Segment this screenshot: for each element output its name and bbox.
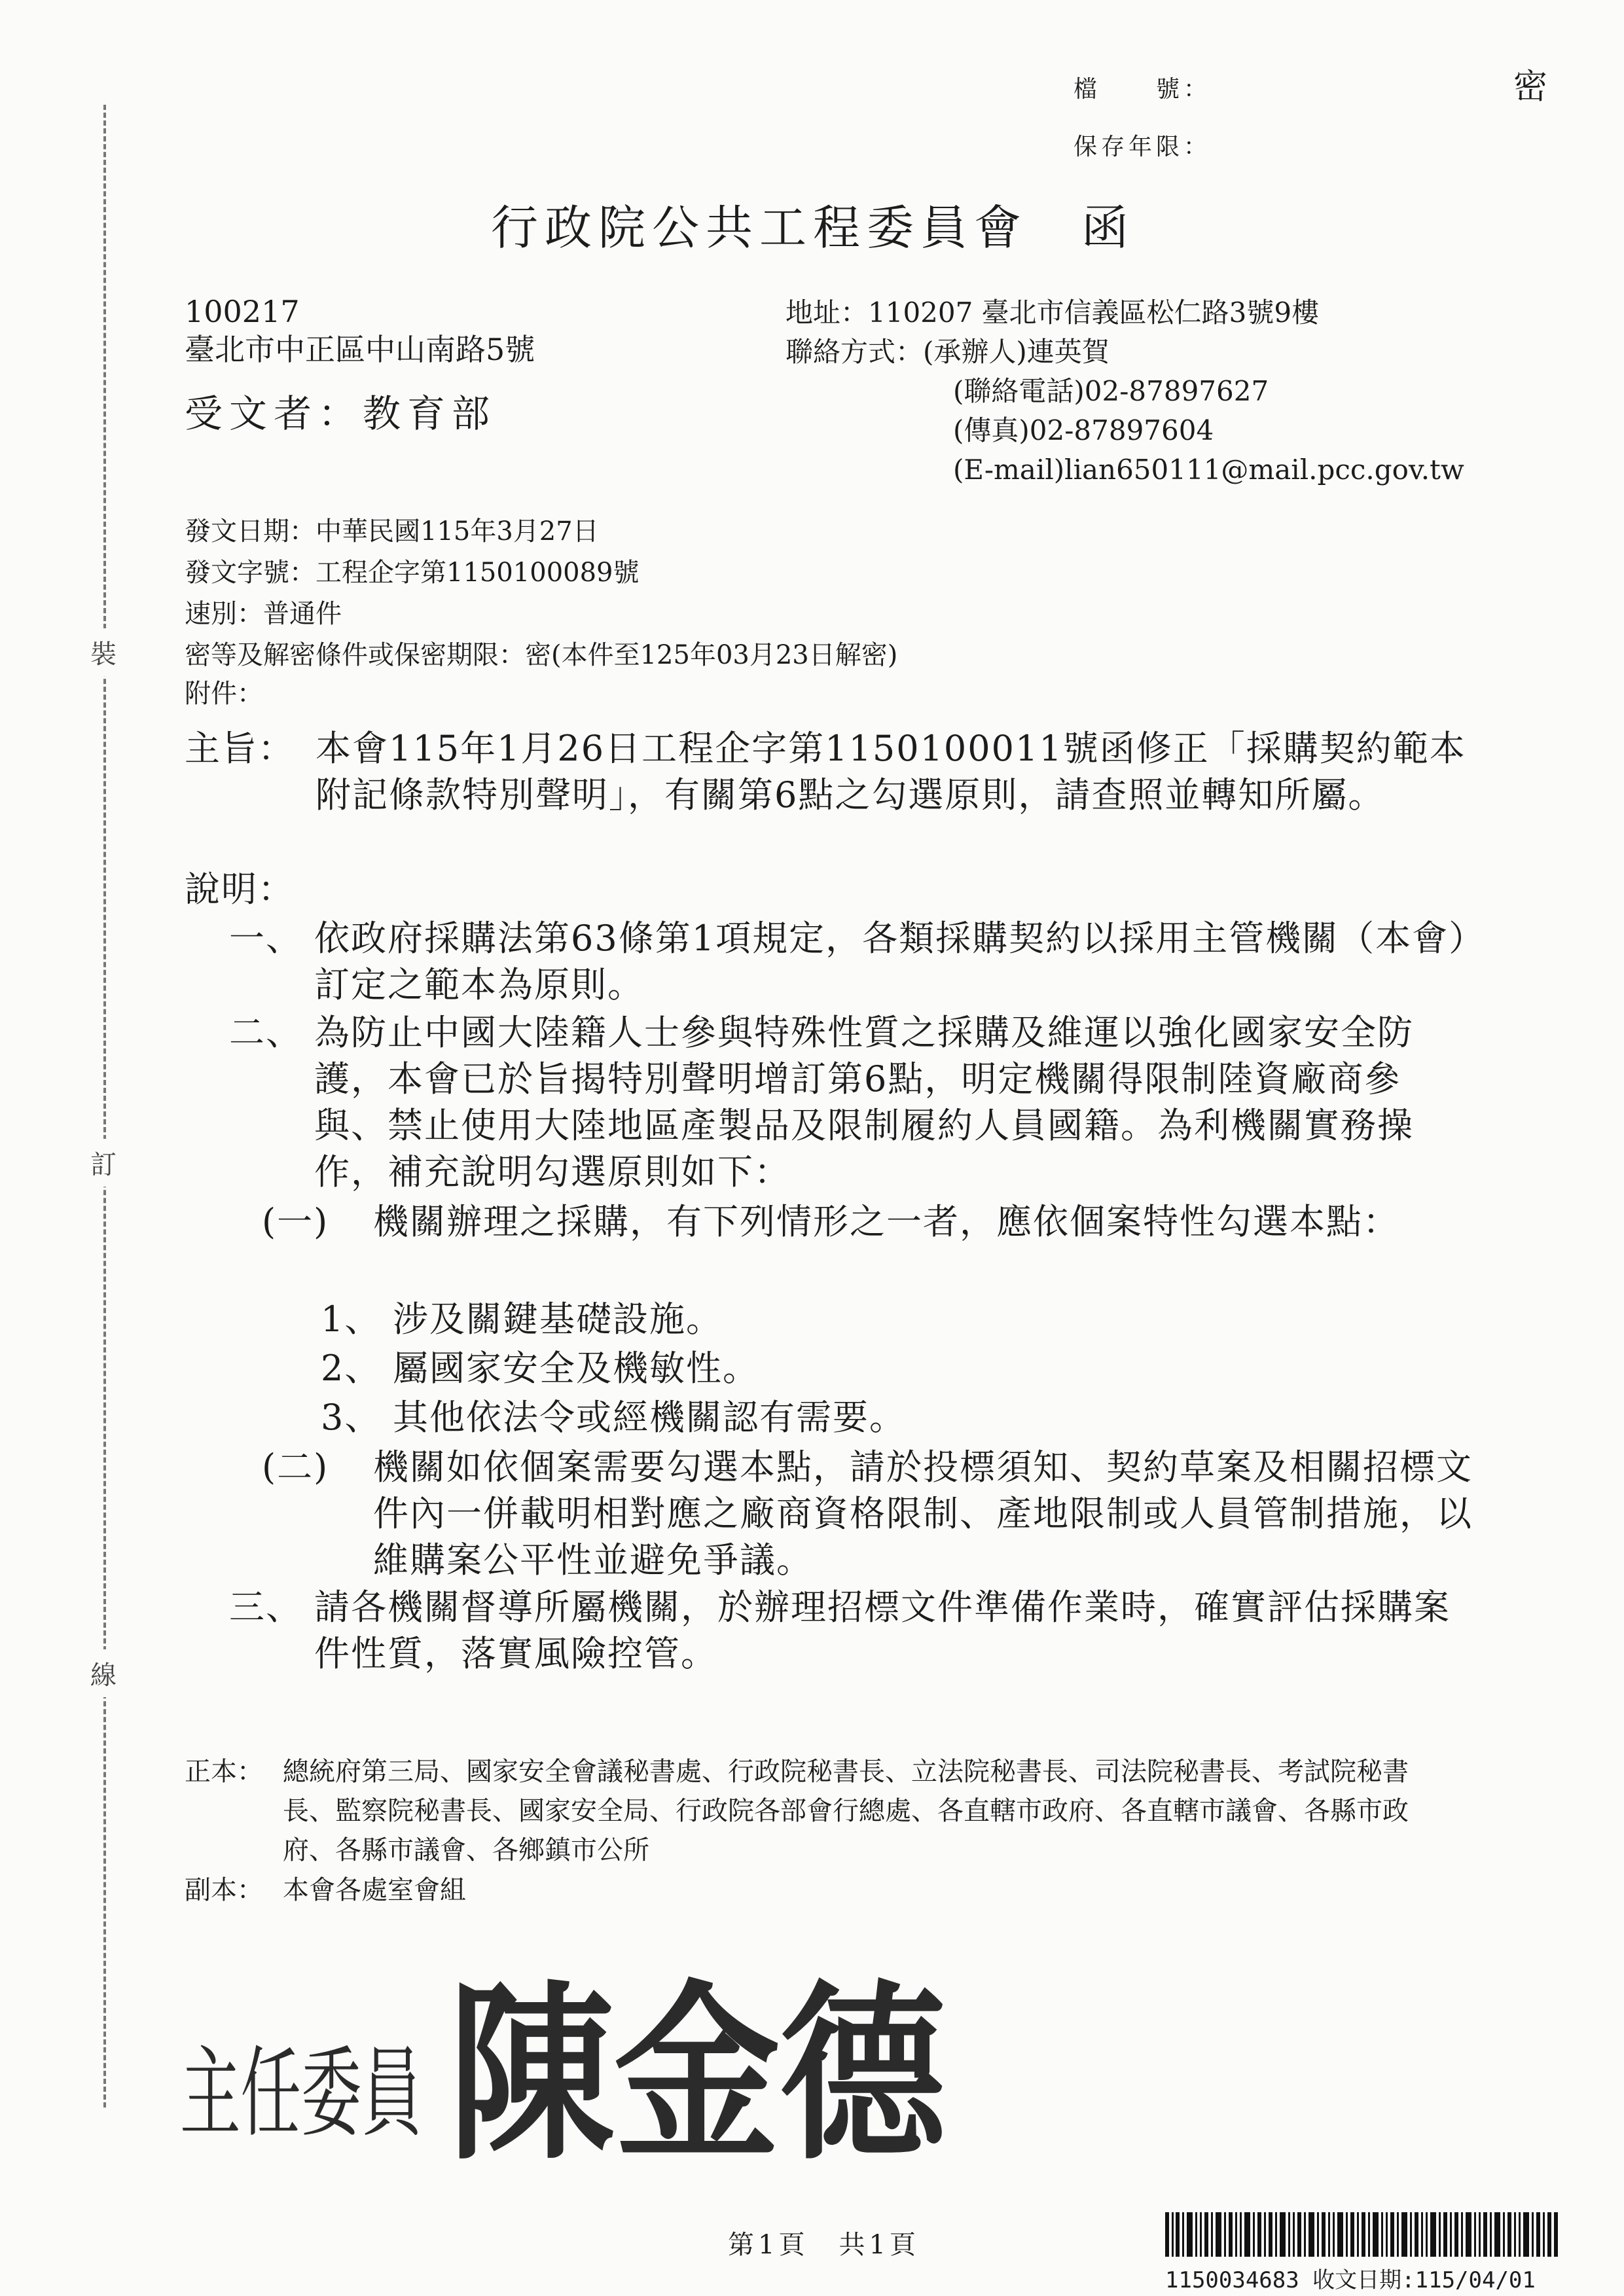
point-1-label: 1、 (321, 1299, 382, 1340)
point-3 (321, 1394, 1434, 1441)
issue-date: 發文日期：中華民國115年3月27日 (185, 516, 599, 547)
recipient: 受文者：教育部 (185, 391, 497, 436)
binding-line (103, 105, 106, 2108)
subitem-1 (262, 1198, 1473, 1245)
point-2-label: 2、 (321, 1348, 382, 1389)
subitem-2-label: (二) (262, 1446, 329, 1488)
document-title: 行政院公共工程委員會 函 (491, 200, 1136, 255)
receipt-number: 1150034683 收文日期:115/04/01 (1165, 2267, 1536, 2293)
item-2-text: 為防止中國大陸籍人士參與特殊性質之採購及維運以強化國家安全防護，本會已於旨揭特別聲明增訂第6點，明定機關得限制陸資廠商參與、禁止使用大陸地區產製品及限制履約人員國籍。為利機關實務操作，補充說明勾選原則如下： (314, 1012, 1414, 1193)
item-3-label: 三、 (229, 1587, 302, 1628)
distribution-copy-label: 副本： (185, 1875, 263, 1905)
file-number-label: 檔 號： (1074, 76, 1212, 103)
attachment: 附件： (185, 679, 263, 709)
item-3-text: 請各機關督導所屬機關，於辦理招標文件準備作業時，確實評估採購案件性質，落實風險控管。 (314, 1587, 1451, 1674)
distribution-main (185, 1752, 1448, 1870)
contact-method: 聯絡方式：(承辦人)連英賀 (785, 336, 1110, 368)
explanation-item-3 (229, 1584, 1473, 1677)
explanation-item-2 (229, 1009, 1473, 1195)
binding-mark-xian: 線 (90, 1649, 117, 1697)
distribution-copy-text: 本會各處室會組 (283, 1875, 466, 1905)
page-number: 第1頁 共1頁 (728, 2230, 920, 2260)
issue-number: 發文字號：工程企字第1150100089號 (185, 558, 640, 588)
contact-email: (E-mail)lian650111@mail.pcc.gov.tw (953, 454, 1464, 486)
distribution-copy (185, 1871, 1448, 1910)
secret-mark: 密 (1513, 67, 1548, 107)
binding-mark-zhuang: 裝 (90, 628, 117, 676)
signature-title: 主任委員 (180, 2037, 422, 2151)
item-1-text: 依政府採購法第63條第1項規定，各類採購契約以採用主管機關（本會）訂定之範本為原則。 (314, 918, 1468, 1005)
secrecy-info: 密等及解密條件或保密期限：密(本件至125年03月23日解密) (185, 640, 898, 670)
point-2-text: 屬國家安全及機敏性。 (393, 1348, 759, 1389)
retention-label: 保存年限： (1074, 134, 1212, 160)
subject-label: 主旨： (185, 728, 295, 769)
contact-phone: (聯絡電話)02-87897627 (953, 375, 1269, 407)
distribution-main-label: 正本： (185, 1757, 263, 1787)
subitem-2-text: 機關如依個案需要勾選本點，請於投標須知、契約草案及相關招標文件內一併載明相對應之廠商資格限制、產地限制或人員管制措施，以維購案公平性並避免爭議。 (373, 1446, 1473, 1581)
subject-text: 本會115年1月26日工程企字第1150100011號函修正「採購契約範本附記條款特別聲明」，有關第6點之勾選原則，請查照並轉知所屬。 (316, 728, 1466, 816)
explanation-item-1 (229, 915, 1473, 1008)
point-3-text: 其他依法令或經機關認有需要。 (393, 1397, 906, 1438)
signature-name: 陳金德 (448, 1963, 951, 2166)
binding-mark-ding: 訂 (90, 1139, 117, 1187)
subject (185, 725, 1468, 818)
subitem-1-text: 機關辦理之採購，有下列情形之一者，應依個案特性勾選本點： (373, 1201, 1399, 1242)
item-2-label: 二、 (229, 1012, 302, 1053)
signature-seal (180, 1931, 952, 2166)
contact-fax: (傳真)02-87897604 (953, 414, 1214, 446)
point-2 (321, 1345, 1434, 1391)
contact-address: 地址：110207 臺北市信義區松仁路3號9樓 (785, 296, 1320, 329)
sender-postal-code: 100217 (185, 294, 300, 329)
point-3-label: 3、 (321, 1397, 382, 1438)
point-1 (321, 1296, 1434, 1342)
barcode (1165, 2212, 1558, 2257)
subitem-2 (262, 1444, 1473, 1583)
subitem-1-label: (一) (262, 1201, 329, 1242)
explanation-label: 說明： (185, 869, 295, 910)
item-1-label: 一、 (229, 918, 302, 959)
point-1-text: 涉及關鍵基礎設施。 (393, 1299, 723, 1340)
speed-level: 速別：普通件 (185, 599, 342, 629)
distribution-main-text: 總統府第三局、國家安全會議秘書處、行政院秘書長、立法院秘書長、司法院秘書長、考試院秘書長、監察院秘書長、國家安全局、行政院各部會行總處、各直轄市政府、各直轄市議會、各縣市政府、各縣市議會、各鄉鎮市公所 (283, 1757, 1409, 1865)
sender-address: 臺北市中正區中山南路5號 (185, 332, 535, 367)
